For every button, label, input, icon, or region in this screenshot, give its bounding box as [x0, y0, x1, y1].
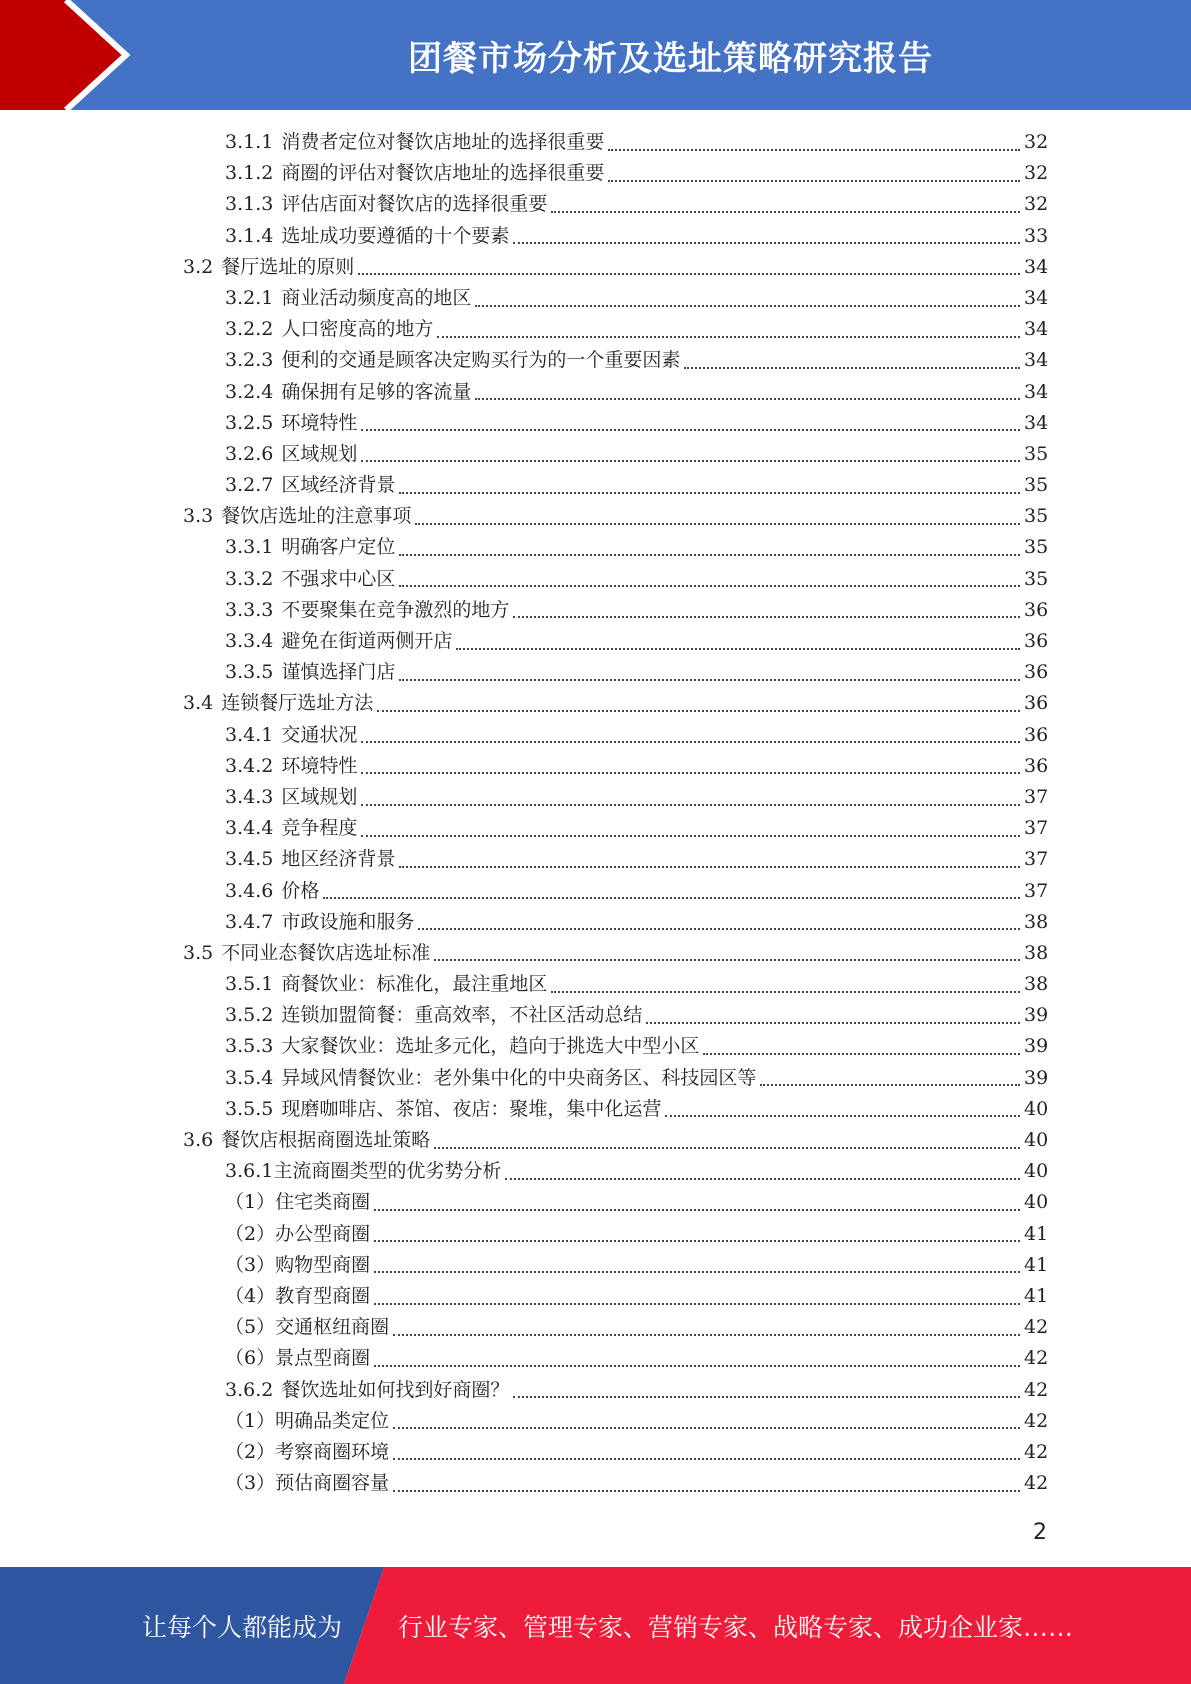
toc-dot-leader: [415, 523, 1020, 525]
toc-dot-leader: [393, 1458, 1020, 1460]
toc-entry[interactable]: [0, 1156, 1191, 1187]
toc-entry-page: 36: [1024, 692, 1049, 715]
toc-entry-page: 41: [1024, 1222, 1049, 1245]
toc-entry-title: 餐饮店根据商圈选址策略: [221, 1129, 431, 1151]
toc-dot-leader: [374, 1303, 1020, 1305]
toc-entry-page: 42: [1024, 1347, 1049, 1370]
toc-entry-title: 异域风情餐饮业：老外集中化的中央商务区、科技园区等: [281, 1066, 757, 1089]
toc-entry-number: （1）: [225, 1409, 276, 1432]
toc-entry-title: 便利的交通是顾客决定购买行为的一个重要因素: [281, 349, 681, 372]
toc-entry-page: 32: [1024, 193, 1049, 216]
toc-entry[interactable]: [0, 1406, 1191, 1437]
toc-entry-number: 3.2: [183, 255, 214, 278]
toc-dot-leader: [551, 211, 1020, 213]
toc-entry-title: 环境特性: [281, 411, 358, 434]
toc-entry[interactable]: [0, 1031, 1191, 1062]
toc-dot-leader: [665, 1115, 1020, 1117]
toc-entry-page: 41: [1024, 1253, 1049, 1276]
toc-entry-page: 35: [1024, 442, 1049, 465]
toc-entry[interactable]: [0, 626, 1191, 657]
toc-entry-page: 37: [1024, 817, 1049, 840]
toc-entry-number: （3）: [225, 1472, 276, 1495]
toc-entry-number: 3.3.1: [225, 536, 274, 559]
toc-entry-page: 34: [1024, 318, 1049, 341]
toc-entry-title: 商业活动频度高的地区: [281, 286, 472, 309]
footer-slogan-left: 让每个人都能成为: [142, 1612, 343, 1642]
toc-dot-leader: [760, 1084, 1020, 1086]
toc-entry-number: 3.5.3: [225, 1035, 274, 1058]
toc-entry-page: 37: [1024, 785, 1049, 808]
toc-dot-leader: [608, 149, 1020, 151]
toc-entry[interactable]: [0, 938, 1191, 969]
toc-entry-title: 避免在街道两侧开店: [281, 630, 453, 652]
toc-entry[interactable]: [0, 751, 1191, 782]
toc-entry-number: 3.4.5: [225, 848, 274, 871]
toc-entry-number: 3.1.1: [225, 131, 274, 153]
toc-entry-number: 3.6: [183, 1129, 214, 1151]
toc-entry[interactable]: [0, 283, 1191, 314]
toc-entry[interactable]: [0, 688, 1191, 719]
toc-entry-page: 42: [1024, 1472, 1049, 1495]
toc-entry[interactable]: [0, 1468, 1191, 1499]
report-title: 团餐市场分析及选址策略研究报告: [408, 38, 933, 79]
toc-entry-page: 32: [1024, 131, 1049, 153]
toc-entry-number: 3.3.4: [225, 630, 274, 652]
toc-entry-page: 32: [1024, 162, 1049, 185]
toc-dot-leader: [374, 1365, 1020, 1367]
toc-entry-number: 3.3.5: [225, 661, 274, 684]
toc-entry[interactable]: [0, 1281, 1191, 1312]
toc-entry[interactable]: [0, 657, 1191, 688]
toc-entry-title: 餐饮店选址的注意事项: [221, 505, 412, 528]
toc-entry-page: 34: [1024, 255, 1049, 278]
toc-dot-leader: [393, 1490, 1020, 1492]
chevron-red-shape: [0, 0, 126, 110]
toc-entry-number: 3.5.2: [225, 1004, 274, 1027]
toc-dot-leader: [361, 835, 1020, 837]
page-header: [0, 0, 1191, 110]
toc-dot-leader: [393, 1427, 1020, 1429]
toc-entry-number: 3.2.2: [225, 318, 274, 341]
toc-entry-title: 市政设施和服务: [281, 910, 415, 933]
toc-entry-number: （6）: [225, 1347, 276, 1370]
toc-entry-page: 40: [1024, 1129, 1049, 1151]
toc-entry-number: 3.2.3: [225, 349, 274, 372]
toc-dot-leader: [374, 1209, 1020, 1211]
toc-entry-number: 3.3.2: [225, 567, 274, 590]
toc-entry-number: 3.2.6: [225, 442, 274, 465]
toc-entry-page: 36: [1024, 661, 1049, 684]
toc-entry-page: 36: [1024, 754, 1049, 777]
toc-entry-number: 3.1.2: [225, 162, 274, 185]
toc-entry-title: 商餐饮业：标准化，最注重地区: [281, 973, 548, 996]
toc-entry-number: 3.6.2: [225, 1378, 274, 1401]
toc-entry-page: 34: [1024, 349, 1049, 372]
toc-dot-leader: [505, 1178, 1020, 1180]
toc-entry-number: （3）: [225, 1253, 276, 1276]
toc-dot-leader: [399, 866, 1020, 868]
header-chevron-graphic: [0, 0, 150, 110]
toc-dot-leader: [551, 991, 1020, 993]
toc-entry-title: 办公型商圈: [275, 1222, 371, 1245]
toc-entry-title: 价格: [281, 879, 320, 902]
toc-entry[interactable]: [0, 844, 1191, 875]
toc-entry-title: 谨慎选择门店: [281, 661, 396, 684]
toc-entry[interactable]: [0, 564, 1191, 595]
toc-entry-number: 3.2.7: [225, 474, 274, 497]
toc-entry[interactable]: [0, 1187, 1191, 1218]
toc-dot-leader: [361, 804, 1020, 806]
footer-slogan-right: 行业专家、管理专家、营销专家、战略专家、成功企业家……: [398, 1612, 1074, 1642]
toc-entry-page: 41: [1024, 1284, 1049, 1307]
toc-entry[interactable]: [0, 907, 1191, 938]
page-number: 2: [1033, 1520, 1047, 1545]
toc-entry[interactable]: [0, 1063, 1191, 1094]
toc-dot-leader: [361, 429, 1020, 431]
toc-entry-number: （4）: [225, 1284, 276, 1307]
toc-dot-leader: [703, 1053, 1020, 1055]
toc-entry-title: 不同业态餐饮店选址标准: [221, 941, 431, 964]
toc-entry-number: 3.4.6: [225, 879, 274, 902]
toc-entry-page: 39: [1024, 1004, 1049, 1027]
table-of-contents: [0, 127, 1191, 1499]
toc-entry-page: 35: [1024, 505, 1049, 528]
toc-entry-number: 3.3: [183, 505, 214, 528]
toc-entry-number: 3.1.3: [225, 193, 274, 216]
toc-entry-number: （2）: [225, 1440, 276, 1463]
toc-entry-number: 3.2.4: [225, 380, 274, 403]
toc-dot-leader: [323, 897, 1020, 899]
toc-entry[interactable]: [0, 1094, 1191, 1125]
toc-entry-number: 3.4.3: [225, 785, 274, 808]
toc-entry-title: 景点型商圈: [275, 1347, 371, 1370]
toc-entry-page: 34: [1024, 286, 1049, 309]
toc-entry-page: 34: [1024, 411, 1049, 434]
toc-entry-number: 3.5.4: [225, 1066, 274, 1089]
toc-dot-leader: [475, 398, 1020, 400]
toc-entry-title: 选址成功要遵循的十个要素: [281, 224, 510, 247]
toc-entry[interactable]: [0, 501, 1191, 532]
toc-entry[interactable]: [0, 1125, 1191, 1156]
toc-entry-page: 36: [1024, 723, 1049, 746]
toc-entry-page: 40: [1024, 1160, 1049, 1183]
toc-dot-leader: [434, 959, 1020, 961]
toc-dot-leader: [418, 928, 1020, 930]
toc-entry-page: 42: [1024, 1378, 1049, 1401]
toc-entry-number: 3.6.1: [225, 1160, 274, 1183]
toc-entry-title: 环境特性: [281, 754, 358, 777]
toc-entry-title: 教育型商圈: [275, 1284, 371, 1307]
toc-entry-number: 3.2.5: [225, 411, 274, 434]
toc-entry[interactable]: [0, 813, 1191, 844]
toc-entry-page: 38: [1024, 910, 1049, 933]
toc-entry-title: 大家餐饮业：选址多元化，趋向于挑选大中型小区: [281, 1035, 700, 1058]
toc-dot-leader: [475, 305, 1020, 307]
toc-entry-page: 40: [1024, 1097, 1049, 1120]
toc-entry-title: 连锁餐厅选址方法: [221, 692, 374, 715]
toc-entry[interactable]: [0, 1250, 1191, 1281]
toc-entry[interactable]: [0, 1343, 1191, 1374]
toc-entry-title: 不强求中心区: [281, 567, 396, 590]
toc-entry[interactable]: [0, 1437, 1191, 1468]
toc-dot-leader: [434, 1147, 1020, 1149]
toc-entry-title: 商圈的评估对餐饮店地址的选择很重要: [281, 162, 605, 185]
toc-entry-title: 不要聚集在竞争激烈的地方: [281, 598, 510, 621]
toc-entry[interactable]: [0, 1375, 1191, 1406]
toc-dot-leader: [399, 679, 1020, 681]
toc-entry[interactable]: [0, 1000, 1191, 1031]
toc-dot-leader: [399, 492, 1020, 494]
toc-entry-title: 餐饮选址如何找到好商圈？: [281, 1378, 510, 1401]
toc-entry-number: （2）: [225, 1222, 276, 1245]
toc-entry[interactable]: [0, 1219, 1191, 1250]
toc-entry[interactable]: [0, 158, 1191, 189]
toc-entry-title: 评估店面对餐饮店的选择很重要: [281, 193, 548, 216]
toc-entry-title: 明确客户定位: [281, 536, 396, 559]
toc-entry[interactable]: [0, 470, 1191, 501]
toc-dot-leader: [361, 772, 1020, 774]
toc-entry-page: 42: [1024, 1409, 1049, 1432]
toc-entry-number: 3.5.1: [225, 973, 274, 996]
toc-entry-number: 3.4.1: [225, 723, 274, 746]
toc-entry-page: 37: [1024, 879, 1049, 902]
toc-dot-leader: [513, 616, 1020, 618]
toc-entry-page: 35: [1024, 567, 1049, 590]
toc-entry[interactable]: [0, 969, 1191, 1000]
toc-dot-leader: [399, 554, 1020, 556]
toc-entry-title: 地区经济背景: [281, 848, 396, 871]
toc-entry-title: 现磨咖啡店、茶馆、夜店：聚堆，集中化运营: [281, 1097, 662, 1120]
toc-dot-leader: [456, 648, 1020, 650]
toc-dot-leader: [377, 710, 1020, 712]
toc-entry-title: 区域规划: [281, 785, 358, 808]
toc-entry[interactable]: [0, 189, 1191, 220]
toc-entry-page: 39: [1024, 1066, 1049, 1089]
toc-dot-leader: [646, 1022, 1020, 1024]
toc-entry-page: 38: [1024, 973, 1049, 996]
toc-entry-page: 42: [1024, 1440, 1049, 1463]
toc-entry-page: 34: [1024, 380, 1049, 403]
toc-entry-title: 区域经济背景: [281, 474, 396, 497]
toc-entry-title: 购物型商圈: [275, 1253, 371, 1276]
toc-entry-number: （5）: [225, 1316, 276, 1339]
toc-entry-title: 交通枢纽商圈: [275, 1316, 390, 1339]
toc-entry-title: 交通状况: [281, 723, 358, 746]
toc-entry[interactable]: [0, 876, 1191, 907]
toc-entry-title: 连锁加盟简餐：重高效率，不社区活动总结: [281, 1004, 643, 1027]
toc-entry[interactable]: [0, 532, 1191, 563]
toc-entry-page: 33: [1024, 224, 1049, 247]
toc-entry-page: 35: [1024, 536, 1049, 559]
toc-dot-leader: [513, 242, 1020, 244]
toc-entry-page: 42: [1024, 1316, 1049, 1339]
toc-entry[interactable]: [0, 782, 1191, 813]
toc-entry-title: 主流商圈类型的优劣势分析: [273, 1160, 502, 1183]
page-footer: [0, 1567, 1191, 1684]
toc-entry-page: 35: [1024, 474, 1049, 497]
toc-entry-title: 消费者定位对餐饮店地址的选择很重要: [281, 131, 605, 153]
toc-entry[interactable]: [0, 221, 1191, 252]
toc-entry-page: 36: [1024, 598, 1049, 621]
toc-entry-title: 明确品类定位: [275, 1409, 390, 1432]
toc-dot-leader: [608, 180, 1020, 182]
toc-entry-page: 40: [1024, 1191, 1049, 1214]
toc-entry[interactable]: [0, 127, 1191, 158]
toc-entry-page: 38: [1024, 941, 1049, 964]
toc-entry-title: 餐厅选址的原则: [221, 255, 355, 278]
toc-entry-title: 人口密度高的地方: [281, 318, 434, 341]
toc-entry-number: 3.5.5: [225, 1097, 274, 1120]
toc-entry-title: 考察商圈环境: [275, 1440, 390, 1463]
toc-entry-number: 3.3.3: [225, 598, 274, 621]
toc-entry-number: 3.1.4: [225, 224, 274, 247]
toc-entry[interactable]: [0, 720, 1191, 751]
toc-entry[interactable]: [0, 595, 1191, 626]
toc-dot-leader: [374, 1271, 1020, 1273]
toc-dot-leader: [361, 460, 1020, 462]
toc-entry-number: 3.4.2: [225, 754, 274, 777]
toc-entry-title: 区域规划: [281, 442, 358, 465]
toc-entry-title: 竞争程度: [281, 817, 358, 840]
toc-entry[interactable]: [0, 408, 1191, 439]
toc-entry[interactable]: [0, 377, 1191, 408]
toc-dot-leader: [684, 367, 1020, 369]
toc-dot-leader: [358, 273, 1020, 275]
toc-entry[interactable]: [0, 345, 1191, 376]
toc-entry-number: 3.2.1: [225, 286, 274, 309]
toc-dot-leader: [513, 1396, 1020, 1398]
toc-entry-number: （1）: [225, 1191, 276, 1214]
toc-entry-title: 确保拥有足够的客流量: [281, 380, 472, 403]
toc-entry[interactable]: [0, 314, 1191, 345]
toc-entry-page: 37: [1024, 848, 1049, 871]
toc-dot-leader: [393, 1334, 1020, 1336]
toc-entry[interactable]: [0, 439, 1191, 470]
toc-dot-leader: [374, 1240, 1020, 1242]
toc-entry-number: 3.5: [183, 941, 214, 964]
toc-entry-page: 36: [1024, 630, 1049, 652]
toc-dot-leader: [361, 741, 1020, 743]
toc-dot-leader: [399, 585, 1020, 587]
toc-entry-number: 3.4.4: [225, 817, 274, 840]
toc-entry-number: 3.4: [183, 692, 214, 715]
toc-entry-number: 3.4.7: [225, 910, 274, 933]
toc-entry-title: 住宅类商圈: [275, 1191, 371, 1214]
toc-entry[interactable]: [0, 252, 1191, 283]
toc-entry-title: 预估商圈容量: [275, 1472, 390, 1495]
toc-entry[interactable]: [0, 1312, 1191, 1343]
toc-entry-page: 39: [1024, 1035, 1049, 1058]
toc-dot-leader: [437, 336, 1020, 338]
